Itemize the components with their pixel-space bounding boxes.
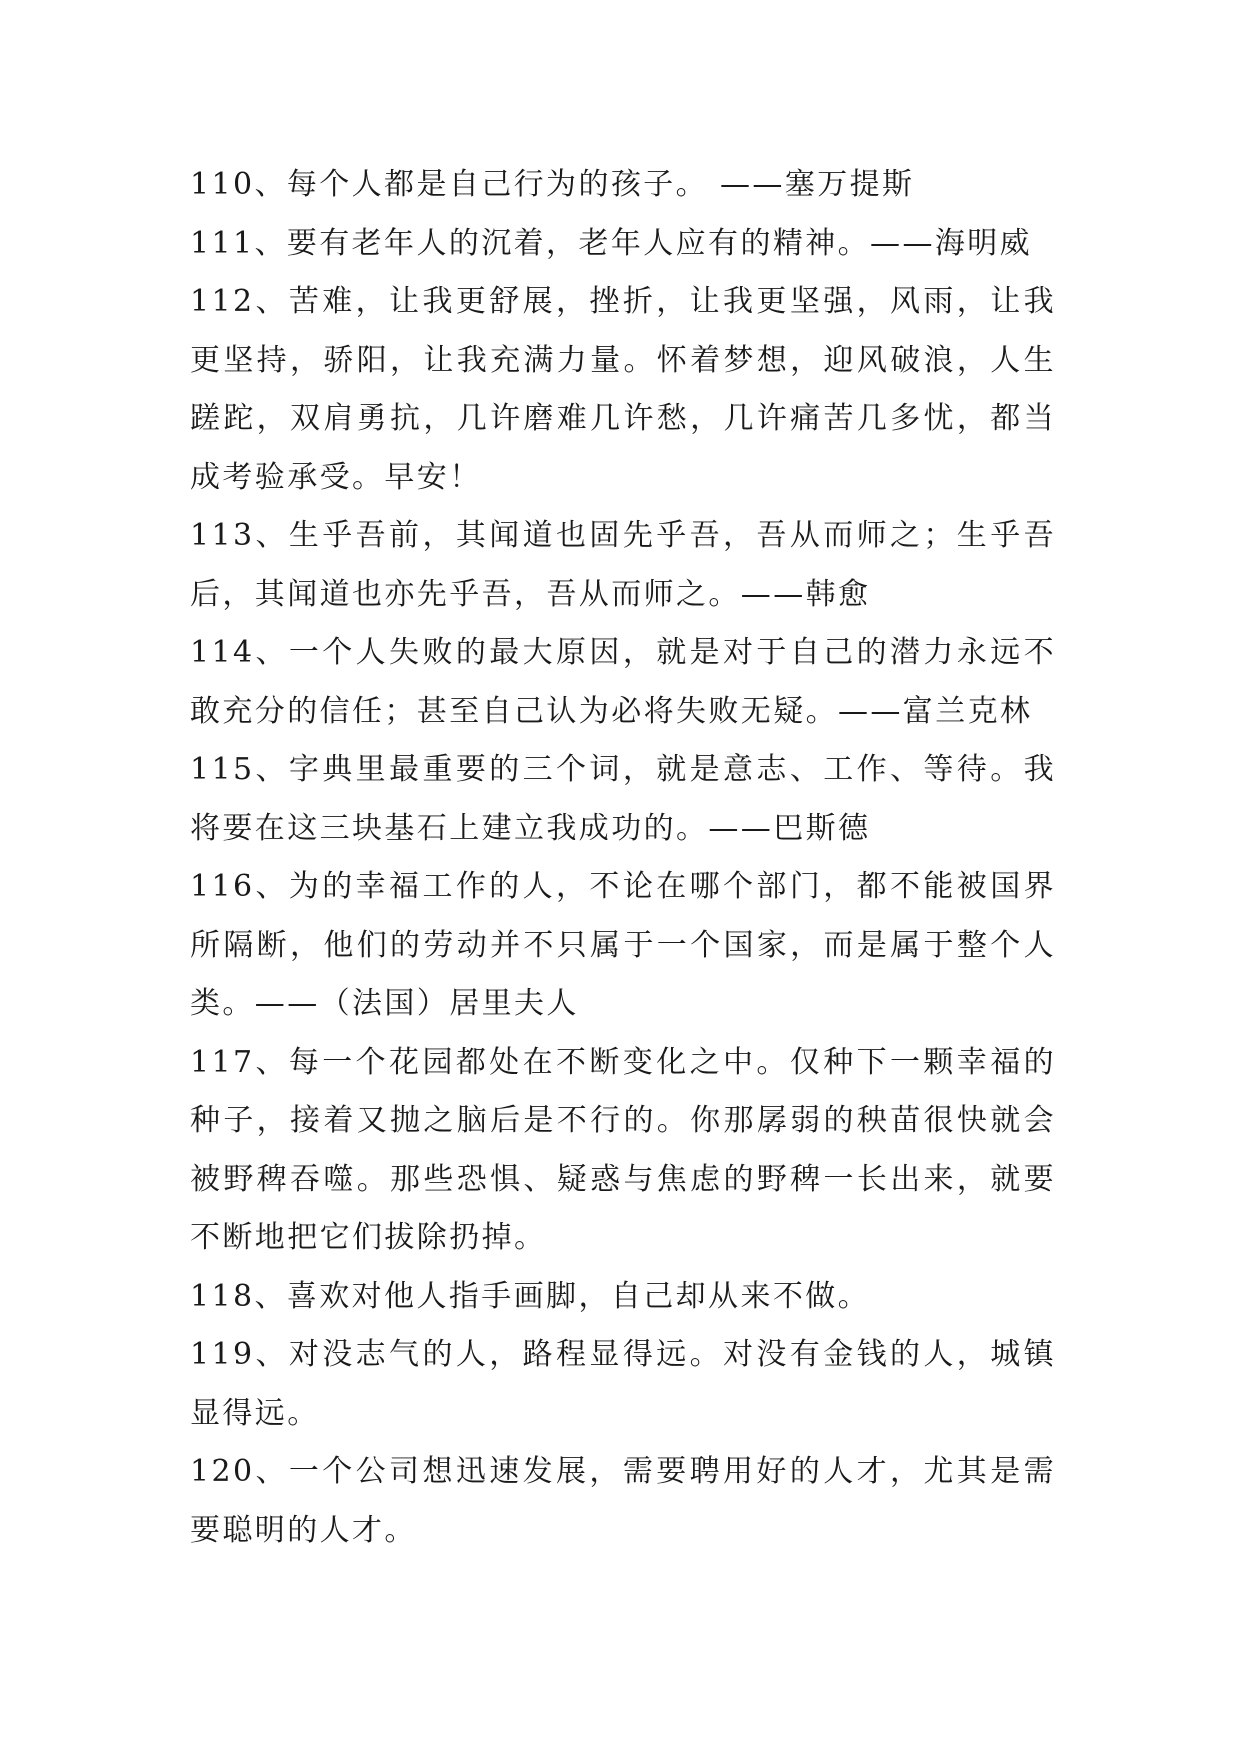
quote-112: 112、苦难，让我更舒展，挫折，让我更坚强，风雨，让我更坚持，骄阳，让我充满力量。怀着梦想，迎风破浪，人生蹉跎，双肩勇抗，几许磨难几许愁，几许痛苦几多忧，都当成考验承受。早安！	[190, 284, 1056, 495]
quote-116: 116、为的幸福工作的人，不论在哪个部门，都不能被国界所隔断，他们的劳动并不只属于一个国家，而是属于整个人类。——（法国）居里夫人	[190, 869, 1056, 1021]
quote-114: 114、一个人失败的最大原因，就是对于自己的潜力永远不敢充分的信任；甚至自己认为必将失败无疑。——富兰克林	[190, 635, 1056, 729]
quote-111: 111、要有老年人的沉着，老年人应有的精神。——海明威	[190, 225, 1033, 261]
quote-110: 110、每个人都是自己行为的孩子。 ——塞万提斯	[190, 167, 915, 202]
quote-list	[190, 156, 1056, 1560]
quote-113: 113、生乎吾前，其闻道也固先乎吾，吾从而师之；生乎吾后，其闻道也亦先乎吾，吾从而师之。——韩愈	[190, 518, 1056, 612]
quote-115: 115、字典里最重要的三个词，就是意志、工作、等待。我将要在这三块基石上建立我成功的。——巴斯德	[190, 752, 1056, 846]
quote-119: 119、对没志气的人，路程显得远。对没有金钱的人，城镇显得远。	[190, 1337, 1056, 1431]
quote-117: 117、每一个花园都处在不断变化之中。仅种下一颗幸福的种子，接着又抛之脑后是不行的。你那孱弱的秧苗很快就会被野稗吞噬。那些恐惧、疑惑与焦虑的野稗一长出来，就要不断地把它们拔除扔掉。	[190, 1044, 1056, 1255]
quote-120: 120、一个公司想迅速发展，需要聘用好的人才，尤其是需要聪明的人才。	[190, 1454, 1056, 1548]
quote-118: 118、喜欢对他人指手画脚，自己却从来不做。	[190, 1278, 871, 1314]
